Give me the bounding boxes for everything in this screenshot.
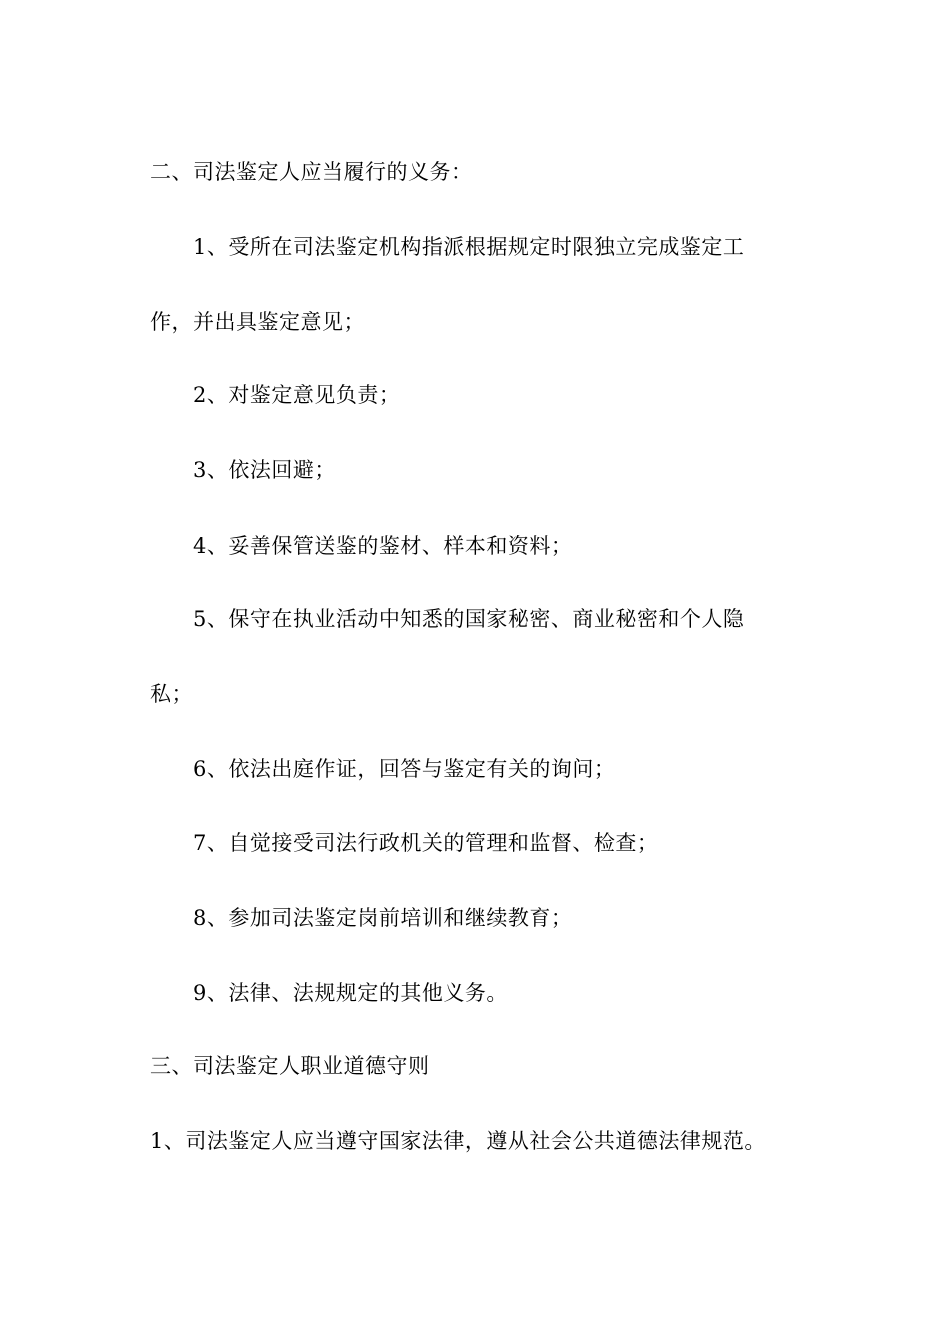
obligation-item-1: 1、受所在司法鉴定机构指派根据规定时限独立完成鉴定工 <box>193 235 745 259</box>
obligation-item-5-continued: 私； <box>150 682 193 706</box>
obligation-item-3: 3、依法回避； <box>193 458 336 482</box>
obligation-item-4: 4、妥善保管送鉴的鉴材、样本和资料； <box>193 534 573 558</box>
section-2-heading: 二、司法鉴定人应当履行的义务： <box>150 160 473 184</box>
obligation-item-1-continued: 作，并出具鉴定意见； <box>150 310 365 334</box>
obligation-item-2: 2、对鉴定意见负责； <box>193 383 401 407</box>
obligation-item-9: 9、法律、法规规定的其他义务。 <box>193 981 508 1005</box>
obligation-item-5: 5、保守在执业活动中知悉的国家秘密、商业秘密和个人隐 <box>193 607 745 631</box>
obligation-item-8: 8、参加司法鉴定岗前培训和继续教育； <box>193 906 573 930</box>
obligation-item-7: 7、自觉接受司法行政机关的管理和监督、检查； <box>193 831 659 855</box>
obligation-item-6: 6、依法出庭作证，回答与鉴定有关的询问； <box>193 757 616 781</box>
ethics-rule-1: 1、司法鉴定人应当遵守国家法律，遵从社会公共道德法律规范。 <box>150 1129 766 1153</box>
section-3-heading: 三、司法鉴定人职业道德守则 <box>150 1054 430 1078</box>
